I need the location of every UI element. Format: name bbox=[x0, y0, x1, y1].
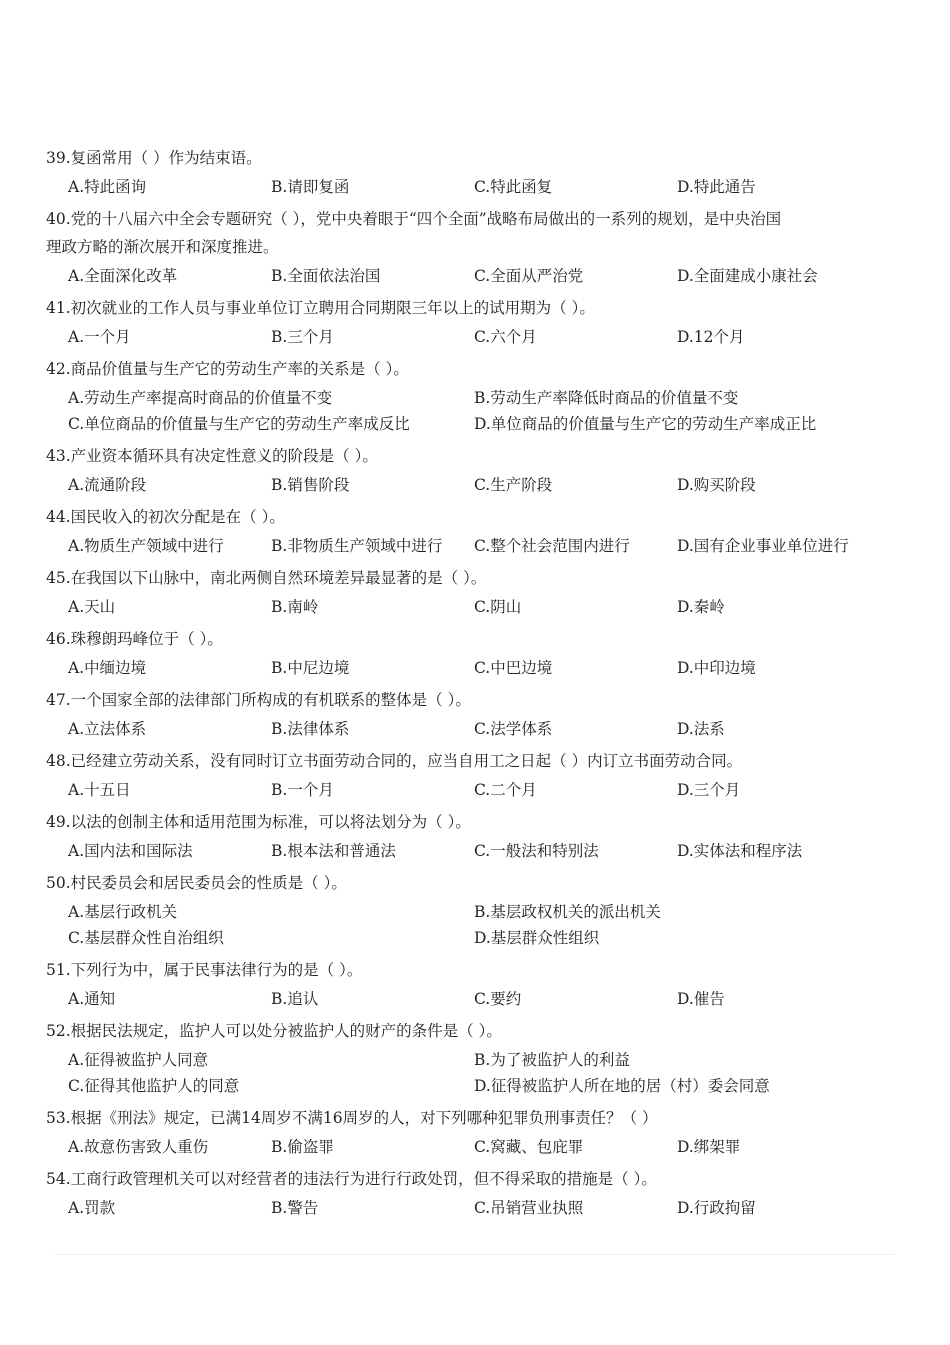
option-a: A.中缅边境 bbox=[68, 659, 147, 677]
question-45 bbox=[46, 563, 906, 620]
option-d: D.绑架罪 bbox=[677, 1138, 741, 1156]
option-b: B.基层政权机关的派出机关 bbox=[474, 903, 661, 921]
option-a: A.基层行政机关 bbox=[68, 903, 178, 921]
option-d: D.秦岭 bbox=[677, 598, 725, 616]
question-41 bbox=[46, 293, 906, 350]
option-a: A.故意伤害致人重伤 bbox=[68, 1138, 209, 1156]
question-39 bbox=[46, 143, 906, 200]
question-stem: 54.工商行政管理机关可以对经营者的违法行为进行行政处罚，但不得采取的措施是（ ）。 bbox=[46, 1170, 657, 1188]
option-a: A.立法体系 bbox=[68, 720, 147, 738]
question-stem: 44.国民收入的初次分配是在（ ）。 bbox=[46, 508, 285, 526]
option-d: D.全面建成小康社会 bbox=[677, 267, 818, 285]
option-b: B.非物质生产领域中进行 bbox=[271, 537, 443, 555]
option-c: C.特此函复 bbox=[474, 178, 553, 196]
option-b: B.劳动生产率降低时商品的价值量不变 bbox=[474, 389, 739, 407]
option-c: C.单位商品的价值量与生产它的劳动生产率成反比 bbox=[68, 415, 410, 433]
option-d: D.三个月 bbox=[677, 781, 741, 799]
option-b: B.三个月 bbox=[271, 328, 334, 346]
option-b: B.为了被监护人的利益 bbox=[474, 1051, 630, 1069]
option-a: A.一个月 bbox=[68, 328, 131, 346]
question-stem: 42.商品价值量与生产它的劳动生产率的关系是（ ）。 bbox=[46, 360, 409, 378]
footer-divider bbox=[55, 1254, 895, 1255]
option-b: B.南岭 bbox=[271, 598, 319, 616]
option-a: A.天山 bbox=[68, 598, 116, 616]
question-list bbox=[46, 143, 906, 1225]
question-stem: 50.村民委员会和居民委员会的性质是（ ）。 bbox=[46, 874, 347, 892]
option-list bbox=[46, 1047, 906, 1099]
option-c: C.法学体系 bbox=[474, 720, 553, 738]
option-b: B.中尼边境 bbox=[271, 659, 350, 677]
option-c: C.六个月 bbox=[474, 328, 537, 346]
option-a: A.全面深化改革 bbox=[68, 267, 178, 285]
question-stem: 47.一个国家全部的法律部门所构成的有机联系的整体是（ ）。 bbox=[46, 691, 471, 709]
option-d: D.国有企业事业单位进行 bbox=[677, 537, 849, 555]
option-list bbox=[46, 385, 906, 437]
option-list bbox=[46, 472, 906, 498]
option-d: D.12个月 bbox=[677, 328, 745, 346]
option-d: D.中印边境 bbox=[677, 659, 756, 677]
question-43 bbox=[46, 441, 906, 498]
question-stem: 43.产业资本循环具有决定性意义的阶段是（ ）。 bbox=[46, 447, 378, 465]
option-c: C.中巴边境 bbox=[474, 659, 553, 677]
option-d: D.行政拘留 bbox=[677, 1199, 756, 1217]
option-list bbox=[46, 655, 906, 681]
question-stem: 40.党的十八届六中全会专题研究（ ），党中央着眼于“四个全面”战略布局做出的一系列的规划，是中央治国 bbox=[46, 210, 782, 228]
option-b: B.警告 bbox=[271, 1199, 319, 1217]
option-a: A.劳动生产率提高时商品的价值量不变 bbox=[68, 389, 333, 407]
option-c: C.一般法和特别法 bbox=[474, 842, 599, 860]
question-52 bbox=[46, 1016, 906, 1099]
option-b: B.根本法和普通法 bbox=[271, 842, 396, 860]
question-50 bbox=[46, 868, 906, 951]
option-c: C.窝藏、包庇罪 bbox=[474, 1138, 584, 1156]
option-d: D.催告 bbox=[677, 990, 725, 1008]
option-c: C.阴山 bbox=[474, 598, 522, 616]
question-40 bbox=[46, 204, 906, 289]
question-stem: 45.在我国以下山脉中，南北两侧自然环境差异最显著的是（ ）。 bbox=[46, 569, 487, 587]
option-a: A.罚款 bbox=[68, 1199, 116, 1217]
option-list bbox=[46, 1195, 906, 1221]
option-d: D.法系 bbox=[677, 720, 725, 738]
option-list bbox=[46, 716, 906, 742]
option-c: C.要约 bbox=[474, 990, 522, 1008]
question-stem: 51.下列行为中，属于民事法律行为的是（ ）。 bbox=[46, 961, 363, 979]
option-list bbox=[46, 1134, 906, 1160]
option-list bbox=[46, 594, 906, 620]
question-stem: 46.珠穆朗玛峰位于（ ）。 bbox=[46, 630, 223, 648]
option-c: C.整个社会范围内进行 bbox=[474, 537, 630, 555]
option-list bbox=[46, 263, 906, 289]
question-stem: 49.以法的创制主体和适用范围为标准，可以将法划分为（ ）。 bbox=[46, 813, 471, 831]
option-b: B.追认 bbox=[271, 990, 319, 1008]
option-d: D.征得被监护人所在地的居（村）委会同意 bbox=[474, 1077, 770, 1095]
option-b: B.请即复函 bbox=[271, 178, 350, 196]
option-a: A.物质生产领域中进行 bbox=[68, 537, 224, 555]
question-stem: 52.根据民法规定，监护人可以处分被监护人的财产的条件是（ ）。 bbox=[46, 1022, 502, 1040]
option-b: B.销售阶段 bbox=[271, 476, 350, 494]
option-list bbox=[46, 899, 906, 951]
option-b: B.偷盗罪 bbox=[271, 1138, 334, 1156]
option-a: A.特此函询 bbox=[68, 178, 147, 196]
question-42 bbox=[46, 354, 906, 437]
question-48 bbox=[46, 746, 906, 803]
option-c: C.基层群众性自治组织 bbox=[68, 929, 224, 947]
option-list bbox=[46, 986, 906, 1012]
option-d: D.单位商品的价值量与生产它的劳动生产率成正比 bbox=[474, 415, 817, 433]
question-stem: 53.根据《刑法》规定，已满14周岁不满16周岁的人，对下列哪种犯罪负刑事责任？（ ） bbox=[46, 1109, 658, 1127]
question-stem-continued: 理政方略的渐次展开和深度推进。 bbox=[46, 238, 279, 256]
option-d: D.特此通告 bbox=[677, 178, 756, 196]
option-d: D.实体法和程序法 bbox=[677, 842, 803, 860]
question-47 bbox=[46, 685, 906, 742]
option-c: C.吊销营业执照 bbox=[474, 1199, 584, 1217]
option-list bbox=[46, 324, 906, 350]
option-c: C.生产阶段 bbox=[474, 476, 553, 494]
option-b: B.法律体系 bbox=[271, 720, 350, 738]
question-stem: 41.初次就业的工作人员与事业单位订立聘用合同期限三年以上的试用期为（ ）。 bbox=[46, 299, 595, 317]
question-46 bbox=[46, 624, 906, 681]
option-b: B.全面依法治国 bbox=[271, 267, 381, 285]
option-list bbox=[46, 838, 906, 864]
option-list bbox=[46, 533, 906, 559]
option-list bbox=[46, 174, 906, 200]
option-b: B.一个月 bbox=[271, 781, 334, 799]
option-a: A.国内法和国际法 bbox=[68, 842, 193, 860]
option-a: A.通知 bbox=[68, 990, 116, 1008]
option-d: D.基层群众性组织 bbox=[474, 929, 600, 947]
question-51 bbox=[46, 955, 906, 1012]
option-c: C.二个月 bbox=[474, 781, 537, 799]
option-c: C.全面从严治党 bbox=[474, 267, 584, 285]
option-a: A.征得被监护人同意 bbox=[68, 1051, 209, 1069]
option-d: D.购买阶段 bbox=[677, 476, 756, 494]
option-a: A.十五日 bbox=[68, 781, 131, 799]
question-stem: 39.复函常用（ ）作为结束语。 bbox=[46, 149, 262, 167]
option-list bbox=[46, 777, 906, 803]
question-44 bbox=[46, 502, 906, 559]
option-a: A.流通阶段 bbox=[68, 476, 147, 494]
option-c: C.征得其他监护人的同意 bbox=[68, 1077, 240, 1095]
question-53 bbox=[46, 1103, 906, 1160]
question-54 bbox=[46, 1164, 906, 1221]
question-stem: 48.已经建立劳动关系，没有同时订立书面劳动合同的，应当自用工之日起（ ）内订立书面劳动合同。 bbox=[46, 752, 743, 770]
question-49 bbox=[46, 807, 906, 864]
